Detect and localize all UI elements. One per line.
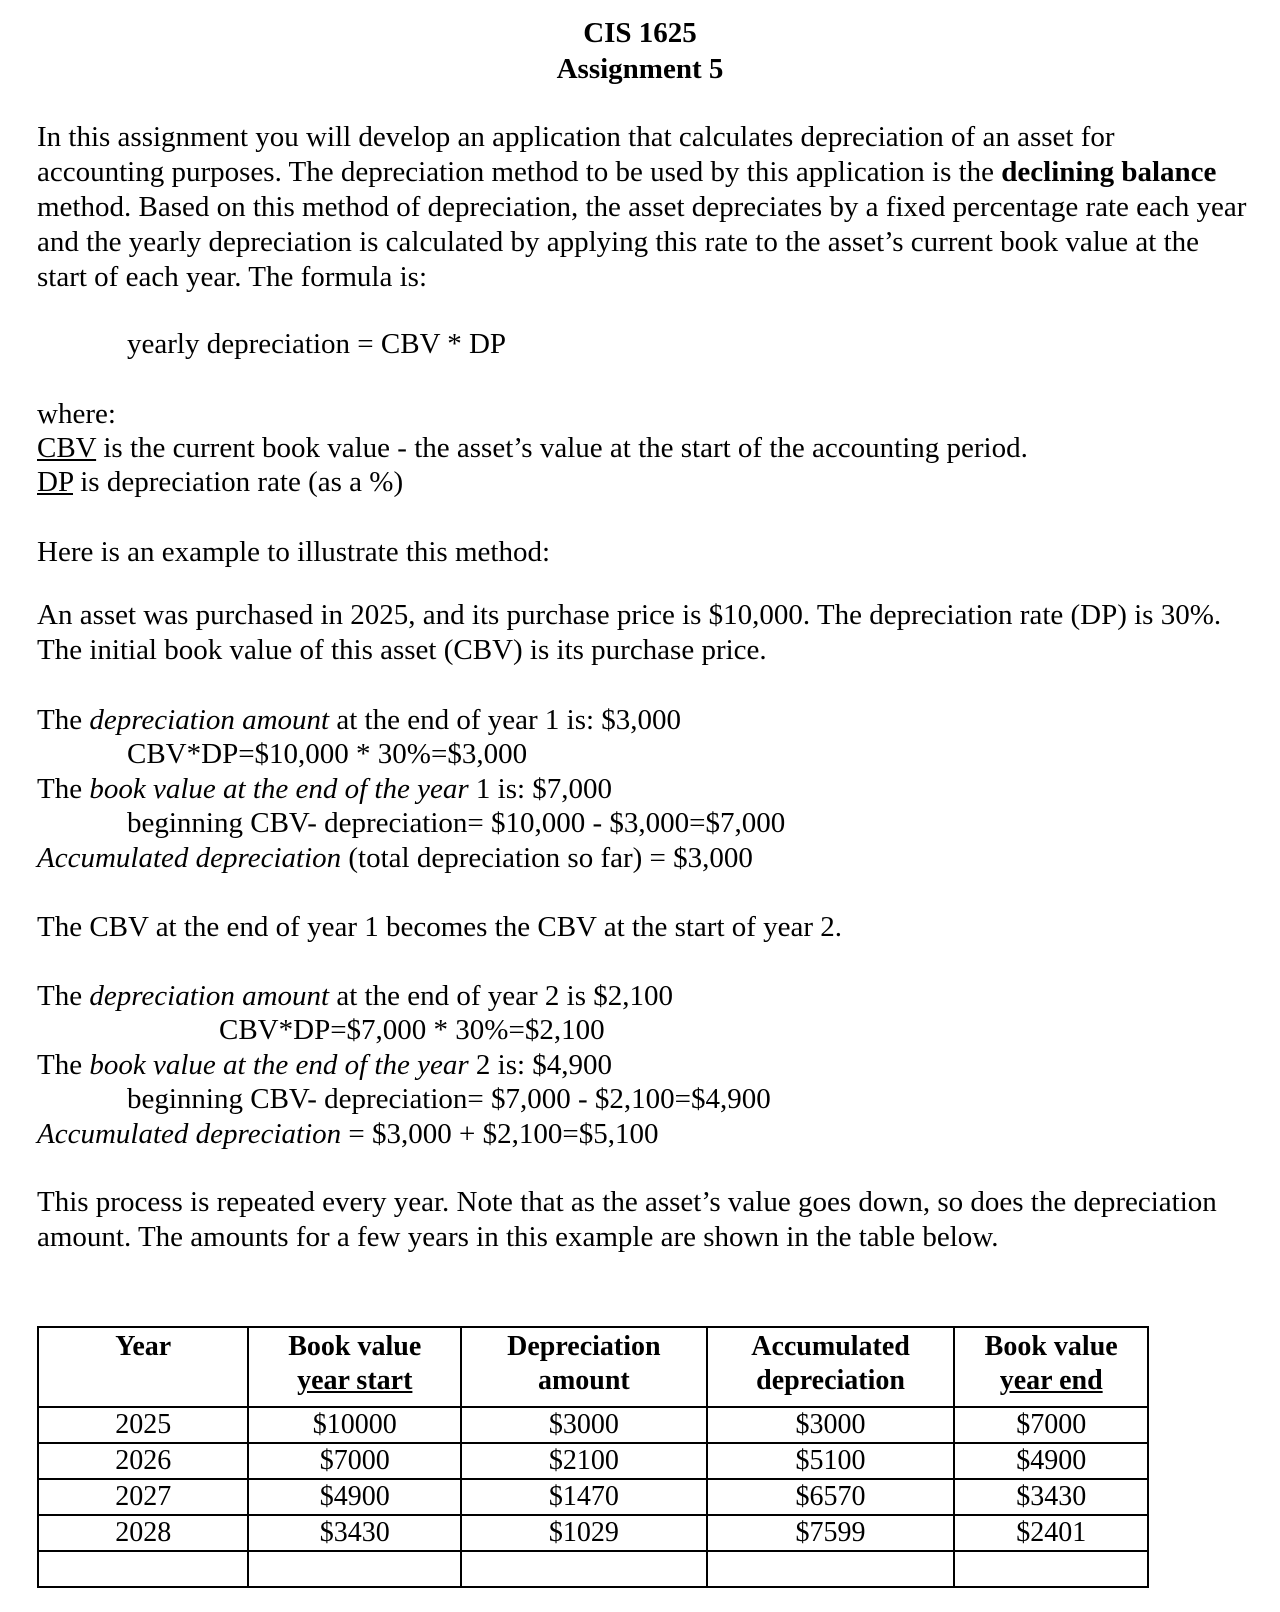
cell-year: 2025 bbox=[38, 1407, 248, 1443]
transition-text: The CBV at the end of year 1 becomes the CBV at the start of year 2. bbox=[37, 911, 843, 943]
intro-text-2: method. Based on this method of depreciation, the asset depreciates by a fixed percentage rate each year and the yearly depreciation is calculated by applying this rate to the asset’s current book value at the start of each year. The formula is: bbox=[37, 191, 1247, 293]
year2-dep-post: at the end of year 2 is $2,100 bbox=[329, 980, 673, 1012]
cell-book-value-end: $7000 bbox=[954, 1407, 1148, 1443]
year1-dep-post: at the end of year 1 is: $3,000 bbox=[329, 704, 682, 736]
cell-year: 2027 bbox=[38, 1479, 248, 1515]
year1-book-value-calc: beginning CBV- depreciation= $10,000 - $3,000=$7,000 bbox=[127, 807, 786, 839]
header-year bbox=[38, 1327, 248, 1407]
cbv-definition bbox=[37, 431, 1028, 466]
year1-bv-term: book value at the end of the year bbox=[89, 773, 469, 805]
year1-book-value-line bbox=[37, 772, 612, 807]
cell-book-value-end: $2401 bbox=[954, 1515, 1148, 1551]
header-accumulated-depreciation bbox=[707, 1327, 955, 1407]
cell-depreciation: $2100 bbox=[461, 1443, 707, 1479]
example-setup: An asset was purchased in 2025, and its purchase price is $10,000. The depreciation rate (DP) is 30%. The initial book value of this asset (CBV) is its purchase price. bbox=[37, 599, 1222, 666]
year2-bv-post: 2 is: $4,900 bbox=[468, 1049, 613, 1081]
year1-dep-pre: The bbox=[37, 704, 90, 736]
cell-book-value-end: $3430 bbox=[954, 1479, 1148, 1515]
year2-acc-term: Accumulated depreciation bbox=[37, 1118, 342, 1150]
cell-empty bbox=[38, 1551, 248, 1587]
table-row bbox=[38, 1443, 1148, 1479]
year1-depreciation-calc: CBV*DP=$10,000 * 30%=$3,000 bbox=[127, 738, 528, 770]
year1-depreciation-line bbox=[37, 703, 681, 738]
cell-accumulated: $5100 bbox=[707, 1443, 955, 1479]
year2-bv-pre: The bbox=[37, 1049, 90, 1081]
header-book-value-end bbox=[954, 1327, 1148, 1407]
cell-accumulated: $6570 bbox=[707, 1479, 955, 1515]
dp-text: is depreciation rate (as a %) bbox=[73, 466, 404, 498]
year2-book-value-calc: beginning CBV- depreciation= $7,000 - $2,100=$4,900 bbox=[127, 1083, 771, 1115]
cell-empty bbox=[954, 1551, 1148, 1587]
course-title: CIS 1625 bbox=[583, 17, 697, 49]
year2-acc-post: = $3,000 + $2,100=$5,100 bbox=[341, 1118, 659, 1150]
year2-bv-term: book value at the end of the year bbox=[89, 1049, 469, 1081]
year1-bv-post: 1 is: $7,000 bbox=[468, 773, 613, 805]
table-row-empty bbox=[38, 1551, 1148, 1587]
year1-acc-post: (total depreciation so far) = $3,000 bbox=[341, 842, 753, 874]
header-acc-line1: Accumulated bbox=[751, 1331, 910, 1362]
cell-book-value-end: $4900 bbox=[954, 1443, 1148, 1479]
cbv-term: CBV bbox=[37, 432, 97, 464]
header-dep-line1: Depreciation bbox=[507, 1331, 661, 1362]
depreciation-table bbox=[37, 1326, 1149, 1588]
cell-book-value-start: $3430 bbox=[248, 1515, 461, 1551]
header-book-value-start bbox=[248, 1327, 461, 1407]
assignment-title: Assignment 5 bbox=[556, 53, 724, 85]
header-bve-line1: Book value bbox=[984, 1331, 1118, 1362]
header-bvs-line2: year start bbox=[297, 1365, 413, 1396]
table-header-row bbox=[38, 1327, 1148, 1407]
intro-bold-term: declining balance bbox=[1001, 156, 1217, 188]
table-row bbox=[38, 1407, 1148, 1443]
year1-dep-term: depreciation amount bbox=[89, 704, 330, 736]
closing-paragraph: This process is repeated every year. Note that as the asset’s value goes down, so does the depreciation amount. The amounts for a few years in this example are shown in the table below. bbox=[37, 1186, 1217, 1253]
header-bvs-line1: Book value bbox=[288, 1331, 422, 1362]
cell-empty bbox=[248, 1551, 461, 1587]
year2-depreciation-line bbox=[37, 979, 673, 1014]
cell-depreciation: $1029 bbox=[461, 1515, 707, 1551]
example-intro: Here is an example to illustrate this method: bbox=[37, 536, 551, 568]
cell-accumulated: $3000 bbox=[707, 1407, 955, 1443]
where-label: where: bbox=[37, 398, 116, 430]
cell-depreciation: $3000 bbox=[461, 1407, 707, 1443]
year2-book-value-line bbox=[37, 1048, 612, 1083]
cell-year: 2026 bbox=[38, 1443, 248, 1479]
year2-dep-pre: The bbox=[37, 980, 90, 1012]
cbv-text: is the current book value - the asset’s value at the start of the accounting period. bbox=[96, 432, 1028, 464]
cell-accumulated: $7599 bbox=[707, 1515, 955, 1551]
header-dep-line2: amount bbox=[537, 1365, 630, 1396]
cell-book-value-start: $7000 bbox=[248, 1443, 461, 1479]
dp-definition bbox=[37, 465, 403, 500]
intro-text-1: In this assignment you will develop an application that calculates depreciation of an asset for accounting purposes. The depreciation method to be used by this application is the bbox=[37, 121, 1115, 188]
year2-dep-term: depreciation amount bbox=[89, 980, 330, 1012]
header-depreciation-amount bbox=[461, 1327, 707, 1407]
cell-year: 2028 bbox=[38, 1515, 248, 1551]
header-bve-line2: year end bbox=[999, 1365, 1103, 1396]
table-row bbox=[38, 1479, 1148, 1515]
cell-empty bbox=[461, 1551, 707, 1587]
year2-accumulated-line bbox=[37, 1117, 658, 1152]
header-year-line1: Year bbox=[115, 1331, 172, 1362]
cell-empty bbox=[707, 1551, 955, 1587]
cell-book-value-start: $10000 bbox=[248, 1407, 461, 1443]
dp-term: DP bbox=[37, 466, 73, 498]
table-row bbox=[38, 1515, 1148, 1551]
intro-paragraph bbox=[37, 120, 1247, 295]
cell-depreciation: $1470 bbox=[461, 1479, 707, 1515]
cell-book-value-start: $4900 bbox=[248, 1479, 461, 1515]
year1-acc-term: Accumulated depreciation bbox=[37, 842, 342, 874]
year1-bv-pre: The bbox=[37, 773, 90, 805]
year2-depreciation-calc: CBV*DP=$7,000 * 30%=$2,100 bbox=[219, 1014, 605, 1046]
formula: yearly depreciation = CBV * DP bbox=[127, 328, 507, 360]
year1-accumulated-line bbox=[37, 841, 753, 876]
header-acc-line2: depreciation bbox=[756, 1365, 905, 1396]
